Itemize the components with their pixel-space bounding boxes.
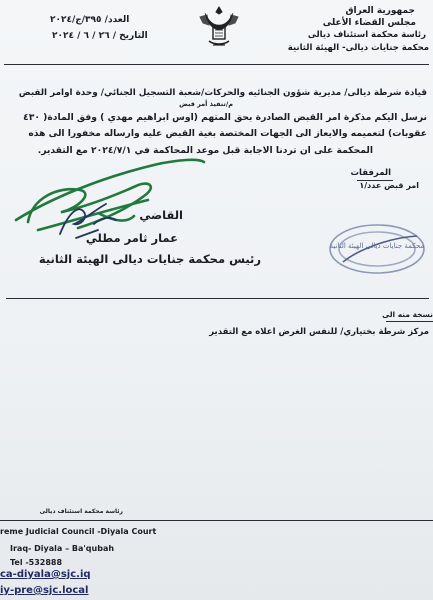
copy-to-line: مركز شرطة بختياري/ للنفس الغرض اعلاه مع التقدير xyxy=(209,327,429,337)
judge-title: القاضي xyxy=(139,208,183,222)
judge-name: عمار ثامر مطلي xyxy=(85,231,178,245)
copy-to-underline xyxy=(386,321,433,322)
footer-location-line: Iraq- Diyala – Ba'qubah xyxy=(10,544,115,553)
recipient-line: قيادة شرطة ديالى/ مديرية شؤون الجنائيه والحركات/شعبة التسجيل الجنائي/ وحدة اوامر القبض xyxy=(18,88,427,98)
iraq-eagle-emblem xyxy=(195,3,243,51)
judge-position: رئيس محكمة جنايات ديالى الهيئة الثانية xyxy=(38,252,261,266)
footer-email-2: iy-pre@sjc.local xyxy=(0,585,89,596)
copy-to-label: نسخة منه الى xyxy=(382,310,433,319)
body-line-2: عقوبات) لتعميمه والايعاز الى الجهات المختصة بغية القبض عليه وارساله مخفورا الى هذه xyxy=(28,128,427,139)
body-line-3: المحكمة على ان تردنا الاجابة قبل موعد المحاكمة في ٢٠٢٤/٧/١ مع التقدير. xyxy=(37,145,373,156)
footer-email-1: ca-diyala@sjc.iq xyxy=(0,569,91,580)
document-date: التاريخ / ٢٦ / ٦ / ٢٠٢٤ xyxy=(52,31,148,41)
subject-line: م/تنفيذ أمر قبض xyxy=(179,100,233,108)
header-divider xyxy=(4,64,429,65)
footer-phone-line: Tel -532888 xyxy=(10,558,63,567)
footer-divider xyxy=(0,520,433,521)
attachments-label: المرفقات xyxy=(350,168,391,178)
court-seal-stamp xyxy=(325,218,430,280)
org-line-council: مجلس القضاء الأعلى xyxy=(322,18,416,28)
org-line-appeal-court: رئاسة محكمة استئناف ديالى xyxy=(307,30,426,40)
mid-divider xyxy=(6,298,429,299)
org-line-country: جمهورية العراق xyxy=(345,6,415,16)
footer-arabic-line: رئاسة محكمة استئناف ديالى xyxy=(39,508,123,515)
stamp-text: محكمة جنايات ديالى الهيئة الثانية xyxy=(329,242,425,250)
footer-council-line: reme Judicial Council -Diyala Court xyxy=(0,527,157,536)
org-line-criminal-court: محكمة جنايات ديالى- الهيئة الثانية xyxy=(287,43,429,53)
reference-number: العدد/ ٣٩٥/ج/٢٠٢٤ xyxy=(50,15,130,25)
body-line-1: نرسل اليكم مذكرة امر القبض الصادرة بحق المتهم (اوس ابراهيم مهدي ) وفق المادة( ٤٣٠ xyxy=(23,112,427,123)
attachments-item: امر قبض عدد/١ xyxy=(359,181,419,190)
